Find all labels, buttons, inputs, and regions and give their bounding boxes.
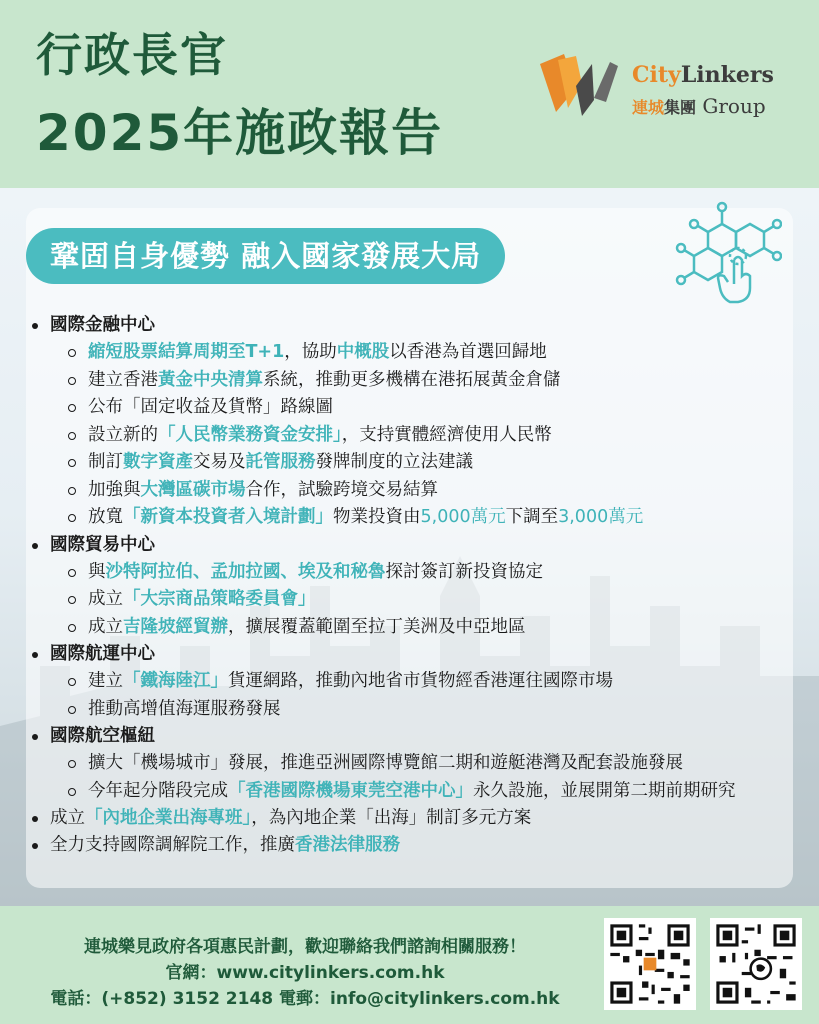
list-item: [66, 696, 800, 724]
highlight-text: 大灣區碳市場: [140, 479, 246, 500]
citylinkers-logo: [536, 50, 796, 130]
highlight-text: 3,000萬元: [558, 507, 644, 527]
text-run: 建立: [88, 671, 123, 691]
text-run: 永久設施，並展開第二期前期研究: [473, 780, 736, 801]
footer-website[interactable]: 官網：www.citylinkers.com.hk: [165, 963, 445, 983]
text-run: ，為內地企業「出海」制訂多元方案: [251, 808, 532, 828]
logo-text-zh: 連城集團 Group: [632, 94, 766, 118]
text-run: 以香港為首選回歸地: [389, 342, 547, 362]
text-run: 加強與: [88, 479, 141, 500]
qr-code-icon[interactable]: [710, 918, 802, 1010]
highlight-text: 「人民幣業務資金安排」: [158, 424, 342, 445]
main-content: [0, 188, 819, 906]
highlight-text: 「內地企業出海專班」: [85, 808, 252, 828]
section-item: [30, 532, 800, 642]
highlight-text: 5,000萬元: [420, 507, 506, 527]
text-run: ，協助: [284, 342, 337, 362]
text-run: 成立: [88, 589, 123, 609]
list-item: [66, 449, 800, 477]
list-item: [66, 668, 800, 696]
list-item: [66, 394, 800, 422]
text-run: 發牌制度的立法建議: [315, 452, 473, 472]
list-item: [66, 367, 800, 395]
text-run: ，擴展覆蓋範圍至拉丁美洲及中亞地區: [228, 616, 526, 637]
section-heading: 國際航運中心: [50, 644, 155, 664]
text-run: 設立新的: [88, 424, 158, 445]
text-run: 下調至: [505, 507, 559, 527]
highlight-text: 數字資產: [123, 452, 193, 472]
footer-message: 連城樂見政府各項惠民計劃，歡迎聯絡我們諮詢相關服務！: [84, 937, 526, 957]
text-run: 全力支持國際調解院工作，推廣: [50, 835, 295, 855]
highlight-text: 香港法律服務: [295, 835, 400, 855]
page-title-line2: 2025年施政報告: [36, 104, 444, 162]
section-heading: 國際航空樞紐: [50, 726, 155, 746]
section-heading: 國際貿易中心: [50, 534, 155, 555]
highlight-text: 「大宗商品策略委員會」: [123, 589, 316, 609]
highlight-text: 黃金中央清算: [158, 369, 263, 390]
list-item: [66, 339, 800, 367]
highlight-text: 託管服務: [245, 452, 316, 472]
highlight-text: 沙特阿拉伯、孟加拉國、埃及和秘魯: [105, 561, 386, 582]
text-run: 合作，試驗跨境交易結算: [245, 479, 438, 500]
text-run: ，支持實體經濟使用人民幣: [341, 424, 552, 445]
text-run: 探討簽訂新投資協定: [385, 561, 543, 582]
text-run: 推動高增值海運服務發展: [88, 698, 281, 719]
network-hand-icon: [672, 198, 782, 308]
list-item: [66, 559, 800, 587]
text-run: 放寬: [88, 507, 123, 527]
highlight-text: 「香港國際機場東莞空港中心」: [228, 780, 473, 801]
logo-mark-icon: [536, 50, 628, 122]
list-item: [66, 614, 800, 642]
list-item: [66, 586, 800, 614]
section-heading: 國際金融中心: [50, 315, 155, 335]
section-item: [30, 312, 800, 532]
policy-list: [30, 312, 800, 859]
footer: [0, 906, 819, 1024]
highlight-text: 中概股: [336, 342, 390, 362]
text-run: 系統，推動更多機構在港拓展黃金倉儲: [263, 369, 561, 390]
section-item: [30, 805, 800, 832]
highlight-text: 「鐵海陸江」: [123, 671, 228, 691]
list-item: [66, 477, 800, 505]
highlight-text: 縮短股票結算周期至T+1: [88, 342, 285, 362]
page-title-line1: 行政長官: [36, 28, 228, 82]
text-run: 貨運網路，推動內地省市貨物經香港運往國際市場: [228, 671, 613, 691]
qr-code-icon[interactable]: [604, 918, 696, 1010]
section-item: [30, 641, 800, 723]
text-run: 公布「固定收益及貨幣」路線圖: [88, 397, 333, 417]
text-run: 成立: [88, 616, 123, 637]
text-run: 制訂: [88, 452, 123, 472]
list-item: [66, 750, 800, 778]
text-run: 成立: [50, 808, 85, 828]
header: [0, 0, 819, 188]
text-run: 與: [88, 561, 106, 582]
footer-contact[interactable]: 電話：(+852) 3152 2148 電郵：info@citylinkers.com.hk: [50, 989, 560, 1009]
text-run: 今年起分階段完成: [88, 780, 228, 801]
text-run: 物業投資由: [333, 507, 421, 527]
text-run: 建立香港: [88, 369, 158, 390]
text-run: 交易及: [193, 452, 246, 472]
list-item: [66, 778, 800, 806]
list-item: [66, 422, 800, 450]
text-run: 擴大「機場城市」發展，推進亞洲國際博覽館二期和遊艇港灣及配套設施發展: [88, 753, 683, 773]
logo-text-en: CityLinkers: [632, 62, 774, 88]
section-item: [30, 832, 800, 859]
section-item: [30, 723, 800, 805]
highlight-text: 吉隆坡經貿辦: [123, 616, 228, 637]
banner-headline: 鞏固自身優勢 融入國家發展大局: [26, 228, 505, 284]
highlight-text: 「新資本投資者入境計劃」: [123, 507, 333, 527]
list-item: [66, 504, 800, 532]
